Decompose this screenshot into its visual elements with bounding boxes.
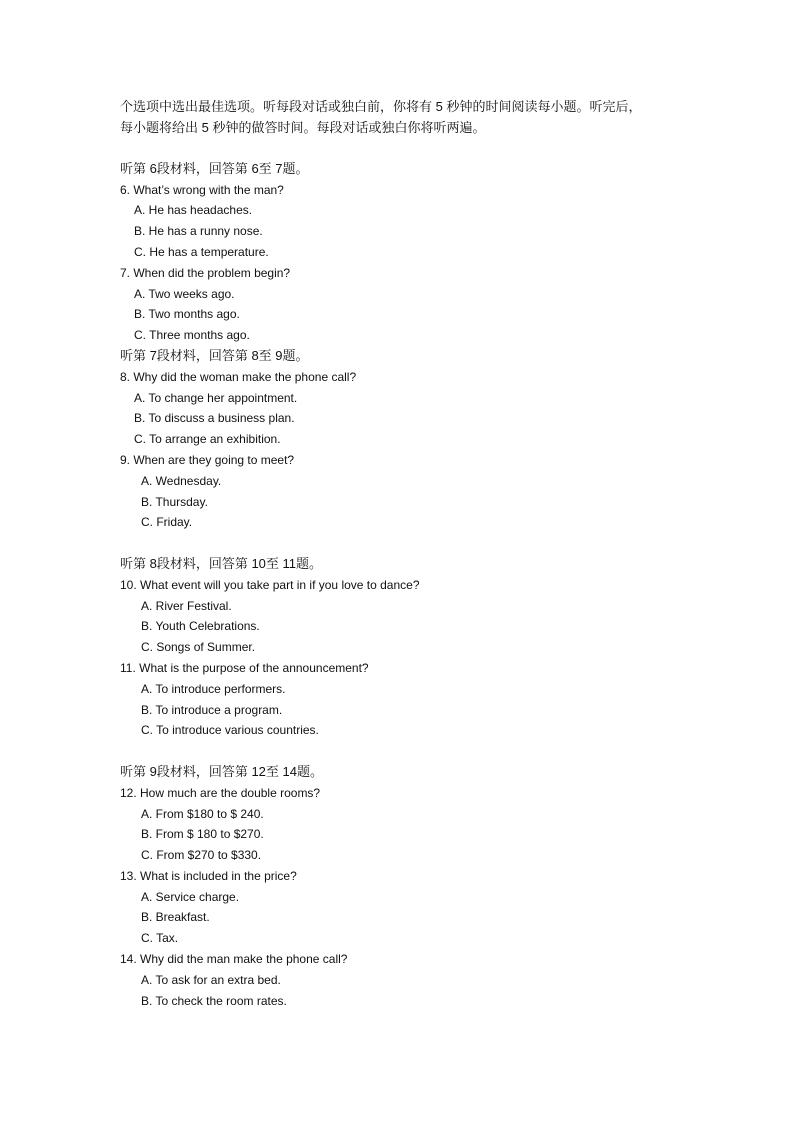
option-c: C. Three months ago. <box>134 328 250 343</box>
question-text: 8. Why did the woman make the phone call? <box>120 369 357 384</box>
question-text: 13. What is included in the price? <box>120 868 297 883</box>
option-a: A. To change her appointment. <box>134 390 298 405</box>
section-heading: 听第 8段材料，回答第 10至 11题。 <box>120 555 323 571</box>
option-c: C. Songs of Summer. <box>141 640 256 655</box>
option-c: C. From $270 to $330. <box>141 848 262 863</box>
section-heading: 听第 7段材料，回答第 8至 9题。 <box>120 347 309 363</box>
option-a: A. Service charge. <box>141 889 240 904</box>
option-b: B. To check the room rates. <box>141 993 287 1008</box>
option-a: A. Wednesday. <box>141 473 222 488</box>
question-text: 14. Why did the man make the phone call? <box>120 952 348 967</box>
question-text: 6. What’s wrong with the man? <box>120 182 284 197</box>
option-c: C. He has a temperature. <box>134 244 269 259</box>
option-b: B. Breakfast. <box>141 910 210 925</box>
exam-page <box>120 96 700 1011</box>
section-heading: 听第 6段材料，回答第 6至 7题。 <box>120 160 309 176</box>
option-a: A. To ask for an extra bed. <box>141 972 281 987</box>
option-a: A. River Festival. <box>141 598 232 613</box>
option-b: B. To introduce a program. <box>141 702 283 717</box>
question-text: 12. How much are the double rooms? <box>120 785 321 800</box>
option-c: C. To introduce various countries. <box>141 723 319 738</box>
option-b: B. To discuss a business plan. <box>134 411 295 426</box>
option-a: A. Two weeks ago. <box>134 286 235 301</box>
section-heading: 听第 9段材料，回答第 12至 14题。 <box>120 763 323 779</box>
option-c: C. Friday. <box>141 515 193 530</box>
option-c: C. Tax. <box>141 931 179 946</box>
question-text: 11. What is the purpose of the announcement? <box>120 660 369 675</box>
option-c: C. To arrange an exhibition. <box>134 432 281 447</box>
option-b: B. From $ 180 to $270. <box>141 827 264 842</box>
option-b: B. Two months ago. <box>134 307 240 322</box>
question-text: 9. When are they going to meet? <box>120 452 295 467</box>
question-text: 10. What event will you take part in if you love to dance? <box>120 577 420 592</box>
question-text: 7. When did the problem begin? <box>120 265 291 280</box>
option-b: B. Thursday. <box>141 494 208 509</box>
option-b: B. He has a runny nose. <box>134 224 263 239</box>
option-a: A. From $180 to $ 240. <box>141 806 264 821</box>
option-a: A. He has headaches. <box>134 203 253 218</box>
option-a: A. To introduce performers. <box>141 681 286 696</box>
instructions <box>120 96 700 138</box>
option-b: B. Youth Celebrations. <box>141 619 260 634</box>
instructions-line: 个选项中选出最佳选项。听每段对话或独白前，你将有 5 秒钟的时间阅读每小题。听完后， <box>120 99 642 114</box>
instructions-line: 每小题将给出 5 秒钟的做答时间。每段对话或独白你将听两遍。 <box>120 120 486 135</box>
